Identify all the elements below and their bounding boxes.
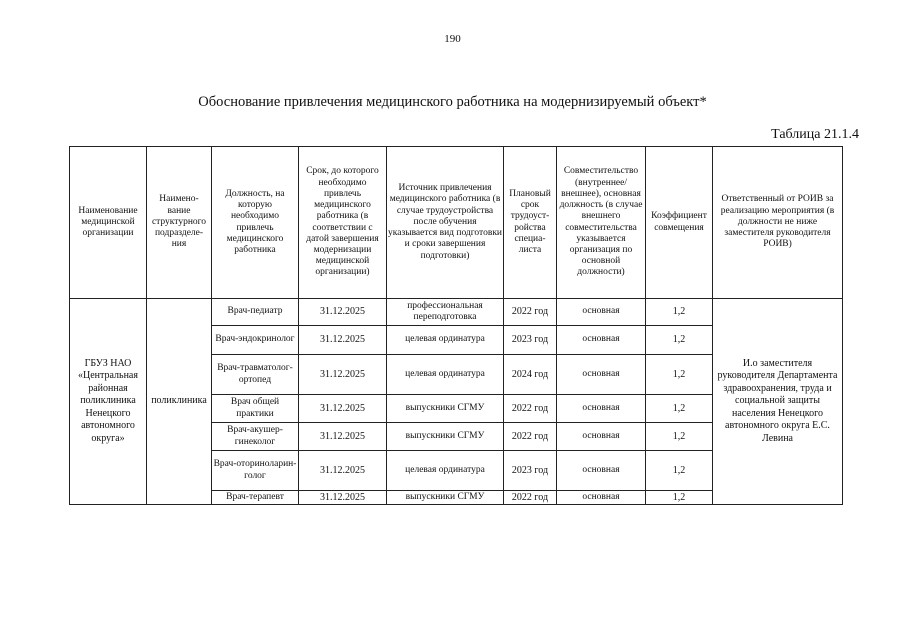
header-org: Наименование медицинской организации [70, 147, 147, 299]
coefficient-cell: 1,2 [646, 355, 713, 395]
coefficient-cell: 1,2 [646, 395, 713, 423]
header-deadline: Срок, до которого необходимо привлечь медицинского работника (в соответствии с датой завершения модернизации медицинской организации) [299, 147, 387, 299]
staffing-table [69, 146, 843, 505]
deadline-cell: 31.12.2025 [299, 326, 387, 355]
combination-cell: основная [557, 299, 646, 326]
year-cell: 2023 год [504, 326, 557, 355]
position-cell: Врач-акушер-гинеколог [212, 423, 299, 451]
coefficient-cell: 1,2 [646, 423, 713, 451]
header-combination: Совместительство (внутреннее/ внешнее), основная должность (в случае внешнего совместительства указывается организация по основной должности) [557, 147, 646, 299]
coefficient-cell: 1,2 [646, 326, 713, 355]
combination-cell: основная [557, 423, 646, 451]
position-cell: Врач-эндокринолог [212, 326, 299, 355]
header-responsible: Ответственный от РОИВ за реализацию мероприятия (в должности не ниже заместителя руководителя РОИВ) [713, 147, 843, 299]
deadline-cell: 31.12.2025 [299, 299, 387, 326]
source-cell: профессиональная переподготовка [387, 299, 504, 326]
year-cell: 2022 год [504, 395, 557, 423]
source-cell: целевая ординатура [387, 326, 504, 355]
header-unit: Наимено-вание структурного подразделе-ния [147, 147, 212, 299]
deadline-cell: 31.12.2025 [299, 451, 387, 491]
header-source: Источник привлечения медицинского работника (в случае трудоустройства после обучения указывается вид подготовки и сроки завершения подготовки) [387, 147, 504, 299]
table-row [70, 299, 843, 326]
deadline-cell: 31.12.2025 [299, 395, 387, 423]
combination-cell: основная [557, 451, 646, 491]
table-header-row [70, 147, 843, 299]
responsible-cell: И.о заместителя руководителя Департамента здравоохранения, труда и социальной защиты населения Ненецкого автономного округа Е.С. Левина [713, 299, 843, 505]
position-cell: Врач-травматолог-ортопед [212, 355, 299, 395]
header-year: Плановый срок трудоуст-ройства специа-листа [504, 147, 557, 299]
year-cell: 2023 год [504, 451, 557, 491]
year-cell: 2022 год [504, 491, 557, 505]
source-cell: выпускники СГМУ [387, 491, 504, 505]
source-cell: выпускники СГМУ [387, 423, 504, 451]
source-cell: целевая ординатура [387, 451, 504, 491]
unit-name-cell: поликлиника [147, 299, 212, 505]
source-cell: выпускники СГМУ [387, 395, 504, 423]
position-cell: Врач общей практики [212, 395, 299, 423]
year-cell: 2024 год [504, 355, 557, 395]
header-coefficient: Коэффициент совмещения [646, 147, 713, 299]
coefficient-cell: 1,2 [646, 491, 713, 505]
deadline-cell: 31.12.2025 [299, 423, 387, 451]
deadline-cell: 31.12.2025 [299, 491, 387, 505]
combination-cell: основная [557, 326, 646, 355]
header-position: Должность, на которую необходимо привлечь медицинского работника [212, 147, 299, 299]
combination-cell: основная [557, 395, 646, 423]
deadline-cell: 31.12.2025 [299, 355, 387, 395]
position-cell: Врач-оториноларин-голог [212, 451, 299, 491]
combination-cell: основная [557, 355, 646, 395]
coefficient-cell: 1,2 [646, 451, 713, 491]
coefficient-cell: 1,2 [646, 299, 713, 326]
position-cell: Врач-педиатр [212, 299, 299, 326]
source-cell: целевая ординатура [387, 355, 504, 395]
org-name-cell: ГБУЗ НАО «Центральная районная поликлиника Ненецкого автономного округа» [70, 299, 147, 505]
combination-cell: основная [557, 491, 646, 505]
table-label: Таблица 21.1.4 [771, 127, 859, 142]
page-number: 190 [444, 33, 461, 45]
year-cell: 2022 год [504, 423, 557, 451]
document-title: Обоснование привлечения медицинского работника на модернизируемый объект* [198, 94, 707, 110]
year-cell: 2022 год [504, 299, 557, 326]
position-cell: Врач-терапевт [212, 491, 299, 505]
